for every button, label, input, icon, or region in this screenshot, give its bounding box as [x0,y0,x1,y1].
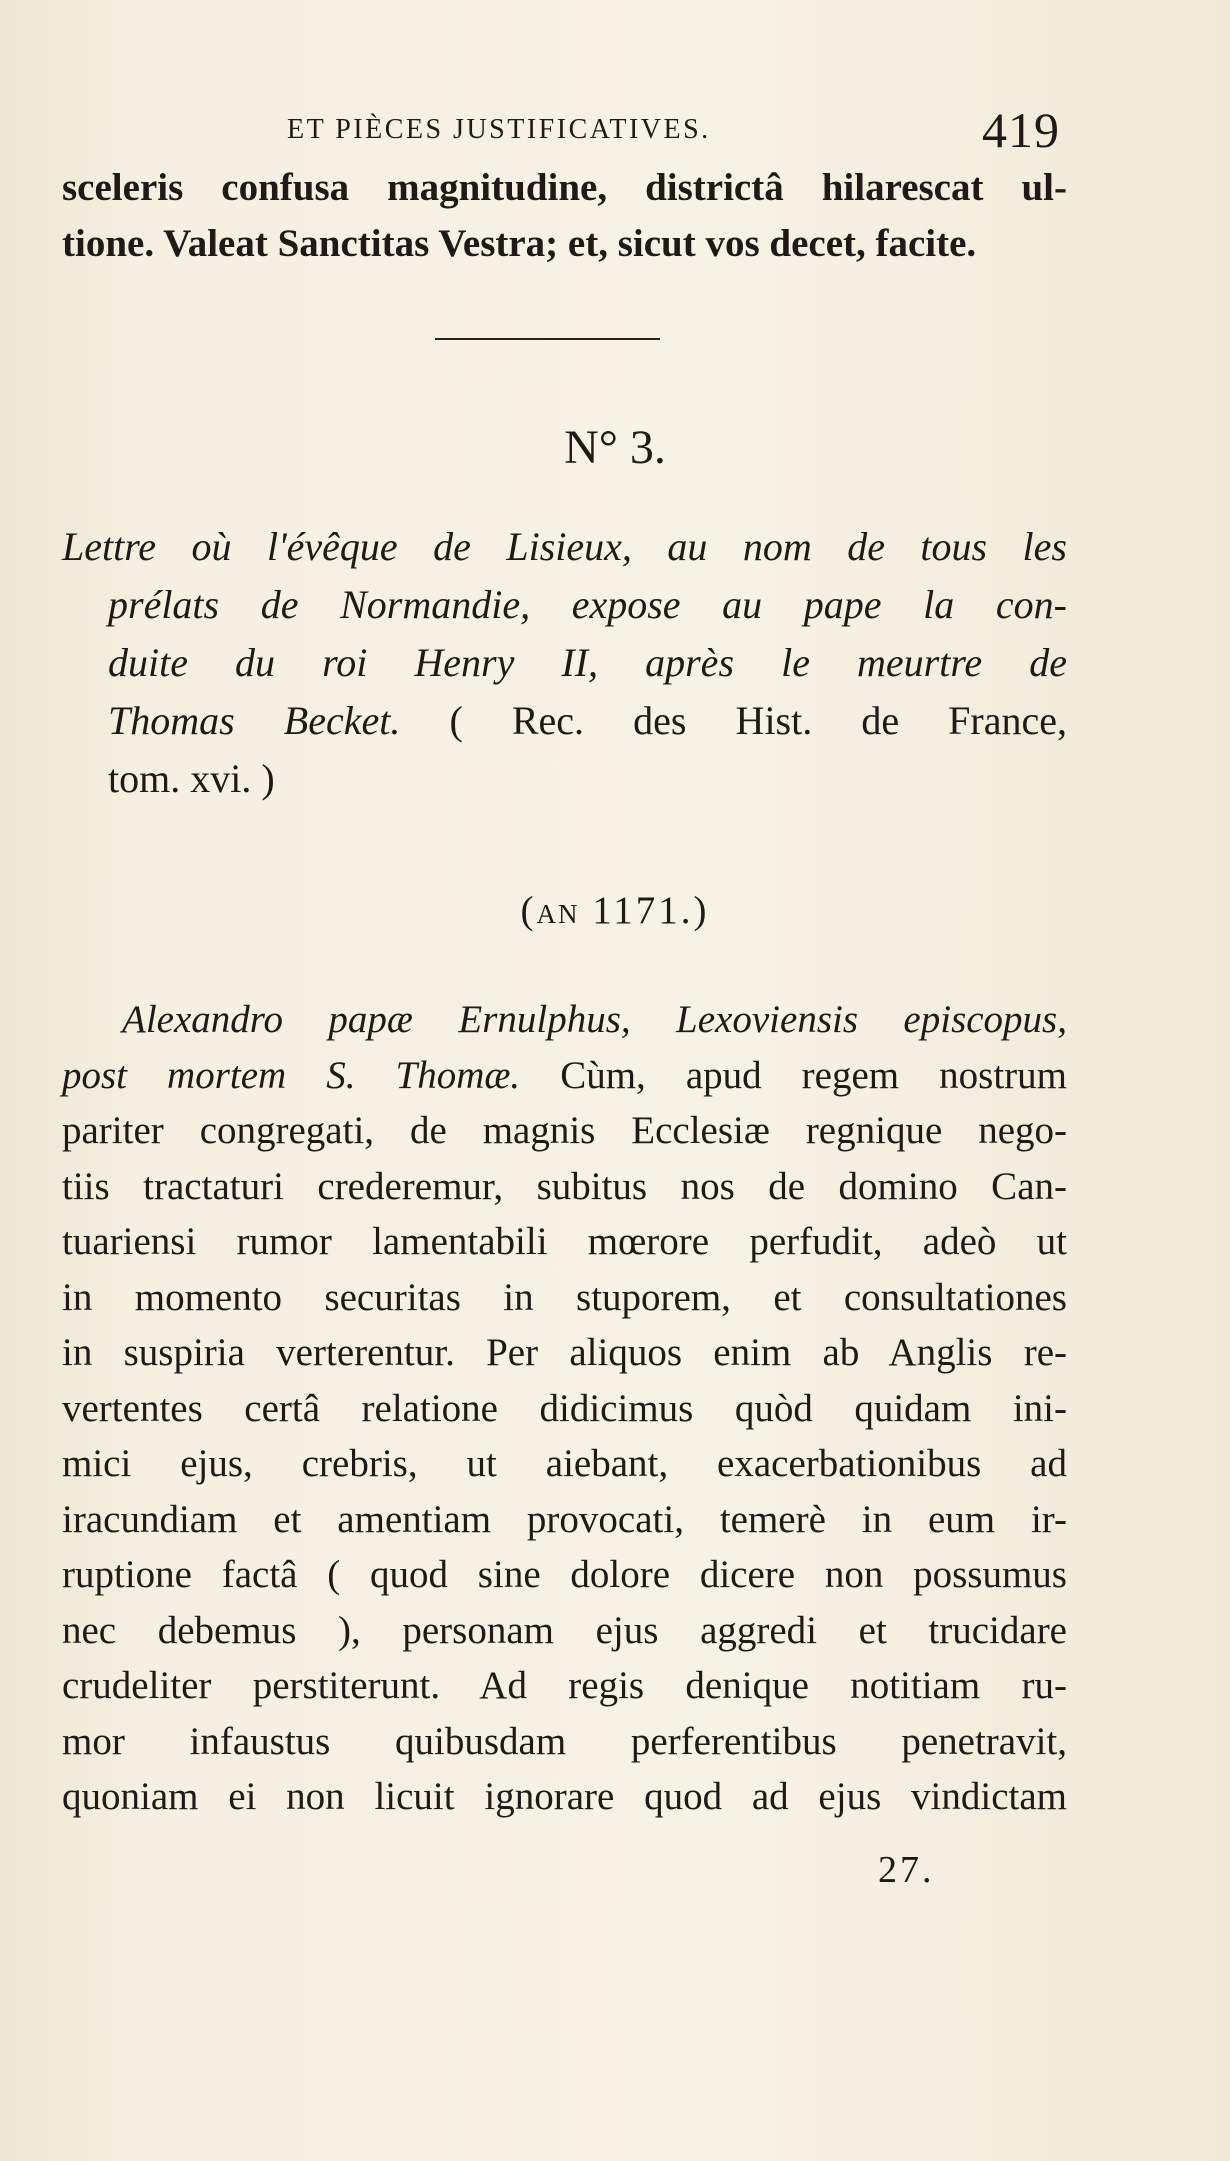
title-line: duite du roi Henry II, après le meurtre de [108,640,1067,685]
title-line: Lettre où l'évêque de Lisieux, au nom de tous les [62,524,1067,569]
text-line: iracundiam et amentiam provocati, temerè in eum ir- [62,1497,1067,1541]
letter-opening: Cùm, apud regem nostrum [520,1053,1067,1097]
text-line: mor infaustus quibusdam perferentibus penetravit, [62,1719,1067,1763]
text-line: in momento securitas in stuporem, et consultationes [62,1275,1067,1319]
text-line: mici ejus, crebris, ut aiebant, exacerbationibus ad [62,1442,1067,1485]
document-date [0,888,1230,933]
source-reference: ( Rec. des Hist. de France, [400,698,1067,743]
letter-heading-italic: post mortem S. Thomæ. [62,1053,521,1097]
text-line: vertentes certâ relatione didicimus quòd quidam ini- [62,1386,1067,1430]
text-line: in suspiria verterentur. Per aliquos enim ab Anglis re- [62,1331,1067,1374]
running-title: ET PIÈCES JUSTIFICATIVES. [287,114,711,145]
text-line: tuariensi rumor lamentabili mœrore perfudit, adeò ut [62,1220,1067,1263]
title-line: prélats de Normandie, expose au pape la con- [108,582,1067,627]
page-header [62,100,1060,160]
text-line: tiis tractaturi crederemur, subitus nos de domino Can- [62,1164,1067,1208]
letter-body [62,992,1067,1825]
date-year: 1171. [592,889,694,932]
text-line: quoniam ei non licuit ignorare quod ad ejus vindictam [62,1775,1067,1818]
letter-salutation: Alexandro papæ Ernulphus, Lexoviensis episcopus, [122,998,1067,1041]
document-number: N° 3. [564,421,666,474]
section-divider [435,338,660,340]
signature-mark: 27. [878,1849,935,1891]
document-title [62,518,1067,808]
date-an: AN [536,899,580,929]
text-line: nec debemus ), personam ejus aggredi et trucidare [62,1608,1067,1652]
text-line: ruptione factâ ( quod sine dolore dicere non possumus [62,1553,1067,1596]
text-line: sceleris confusa magnitudine, districtâ hilarescat ul- [62,166,1067,209]
source-volume: tom. xvi. ) [108,756,275,801]
text-line: pariter congregati, de magnis Ecclesiæ regnique nego- [62,1109,1067,1152]
page-number: 419 [982,102,1060,158]
continuation-paragraph [62,160,1067,271]
text-line [62,1048,1067,1104]
title-line [62,692,1067,750]
paren-open: ( [520,889,537,932]
text-line: crudeliter perstiterunt. Ad regis denique notitiam ru- [62,1664,1067,1707]
paren-close: ) [693,889,710,932]
title-italic-part: Thomas Becket. [108,698,401,743]
text-line: tione. Valeat Sanctitas Vestra; et, sicut vos decet, facite. [62,221,977,265]
